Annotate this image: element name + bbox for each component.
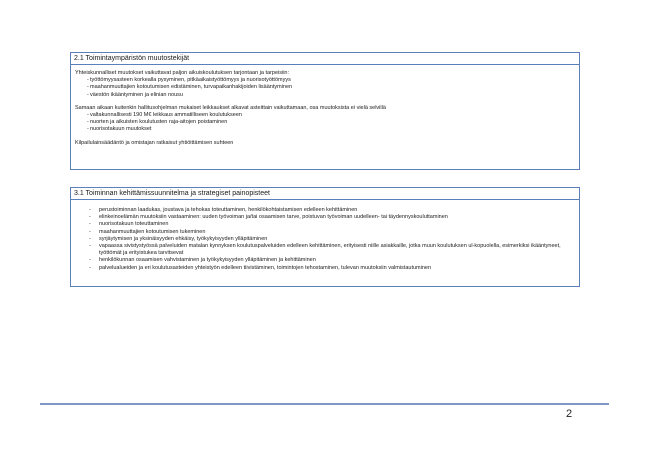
list-item: - nuorisotakuun toteuttaminen xyxy=(75,221,575,228)
list-item: - nuorisotakuun muutokset xyxy=(75,126,575,133)
section-box-toimintaymparisto xyxy=(70,52,580,170)
section-title: 3.1 Toiminnan kehittämissuunnitelma ja strategiset painopisteet xyxy=(71,188,579,200)
bullet-list-priorities xyxy=(75,207,575,272)
intro-paragraph-cuts: Samaan aikaan kuitenkin hallitusohjelman mukaiset leikkaukset alkavat asteittain vaikuttamaan, osa muutoksista ei vielä selvillä xyxy=(75,104,386,111)
list-item: - väestön ikääntyminen ja elinian nousu xyxy=(75,92,575,99)
intro-paragraph: Yhteiskunnalliset muutokset vaikuttavat paljon aikuiskoulutuksen tarjontaan ja tarpeisiin: xyxy=(75,70,290,76)
list-item: - henkilökunnan osaamisen vahvistaminen ja työkykyisyyden ylläpitäminen ja kehittäminen xyxy=(75,257,575,264)
closing-paragraph: Kilpailulainsäädäntö ja omistajan ratkaisut yhtiöittämisen suhteen xyxy=(75,139,234,146)
list-item: - maahanmuuttajien kotoutumisen tukeminen xyxy=(75,229,575,236)
section-body xyxy=(71,200,579,272)
list-item: - nuorten ja aikuisten koulutusten raja-aitojen poistaminen xyxy=(75,119,575,126)
section-body xyxy=(71,65,579,147)
section-box-kehittamissuunnitelma xyxy=(70,187,580,287)
list-item: - syrjäytymisen ja yksinäisyyden ehkäisy, työkykyisyyden ylläpitäminen xyxy=(75,236,575,243)
section-title: 2.1 Toimintaympäristön muutostekijät xyxy=(71,53,579,65)
list-item: - vapaassa sivistystyössä palveluiden matalan kynnyksen koulutuspalveluiden edelleen kehittäminen, erityisesti niille asiakkaille, jotka muun koulutuksen ul-kopuolella, esimerkiksi ikääntyneet, työttömät ja erityistukea tarvitsevat xyxy=(75,243,575,257)
list-item: - maahanmuuttajien kotoutumisen edistäminen, turvapaikanhakijoiden lisääntyminen xyxy=(75,84,575,91)
list-item: - perustoiminnan laadukas, joustava ja tehokas toteuttaminen, henkilökohtaistamisen edelleen kehittäminen xyxy=(75,207,575,214)
bullet-list-cuts xyxy=(75,112,575,134)
list-item: - työttömyysasteen korkealla pysyminen, pitkäaikaistyöttömyys ja nuorisotyöttömyys xyxy=(75,77,575,84)
list-item: - valtakunnallisesti 190 M€ leikkaus ammatilliseen koulutukseen xyxy=(75,112,575,119)
page-number: 2 xyxy=(566,408,573,420)
list-item: - elinkeinoelämän muutoksiin vastaaminen: uuden työvoiman ja/tai osaamisen tarve, poistuvan työvoiman uudelleen- tai täydennyskouluttaminen xyxy=(75,214,575,221)
bullet-list-changes xyxy=(75,77,575,99)
footer-divider xyxy=(40,403,609,405)
list-item: - palvelualueiden ja eri koulutusasteiden yhteistyön edelleen tiivistäminen, toimintojen tehostaminen, tulevan muutoksiin valmistautuminen xyxy=(75,265,575,272)
